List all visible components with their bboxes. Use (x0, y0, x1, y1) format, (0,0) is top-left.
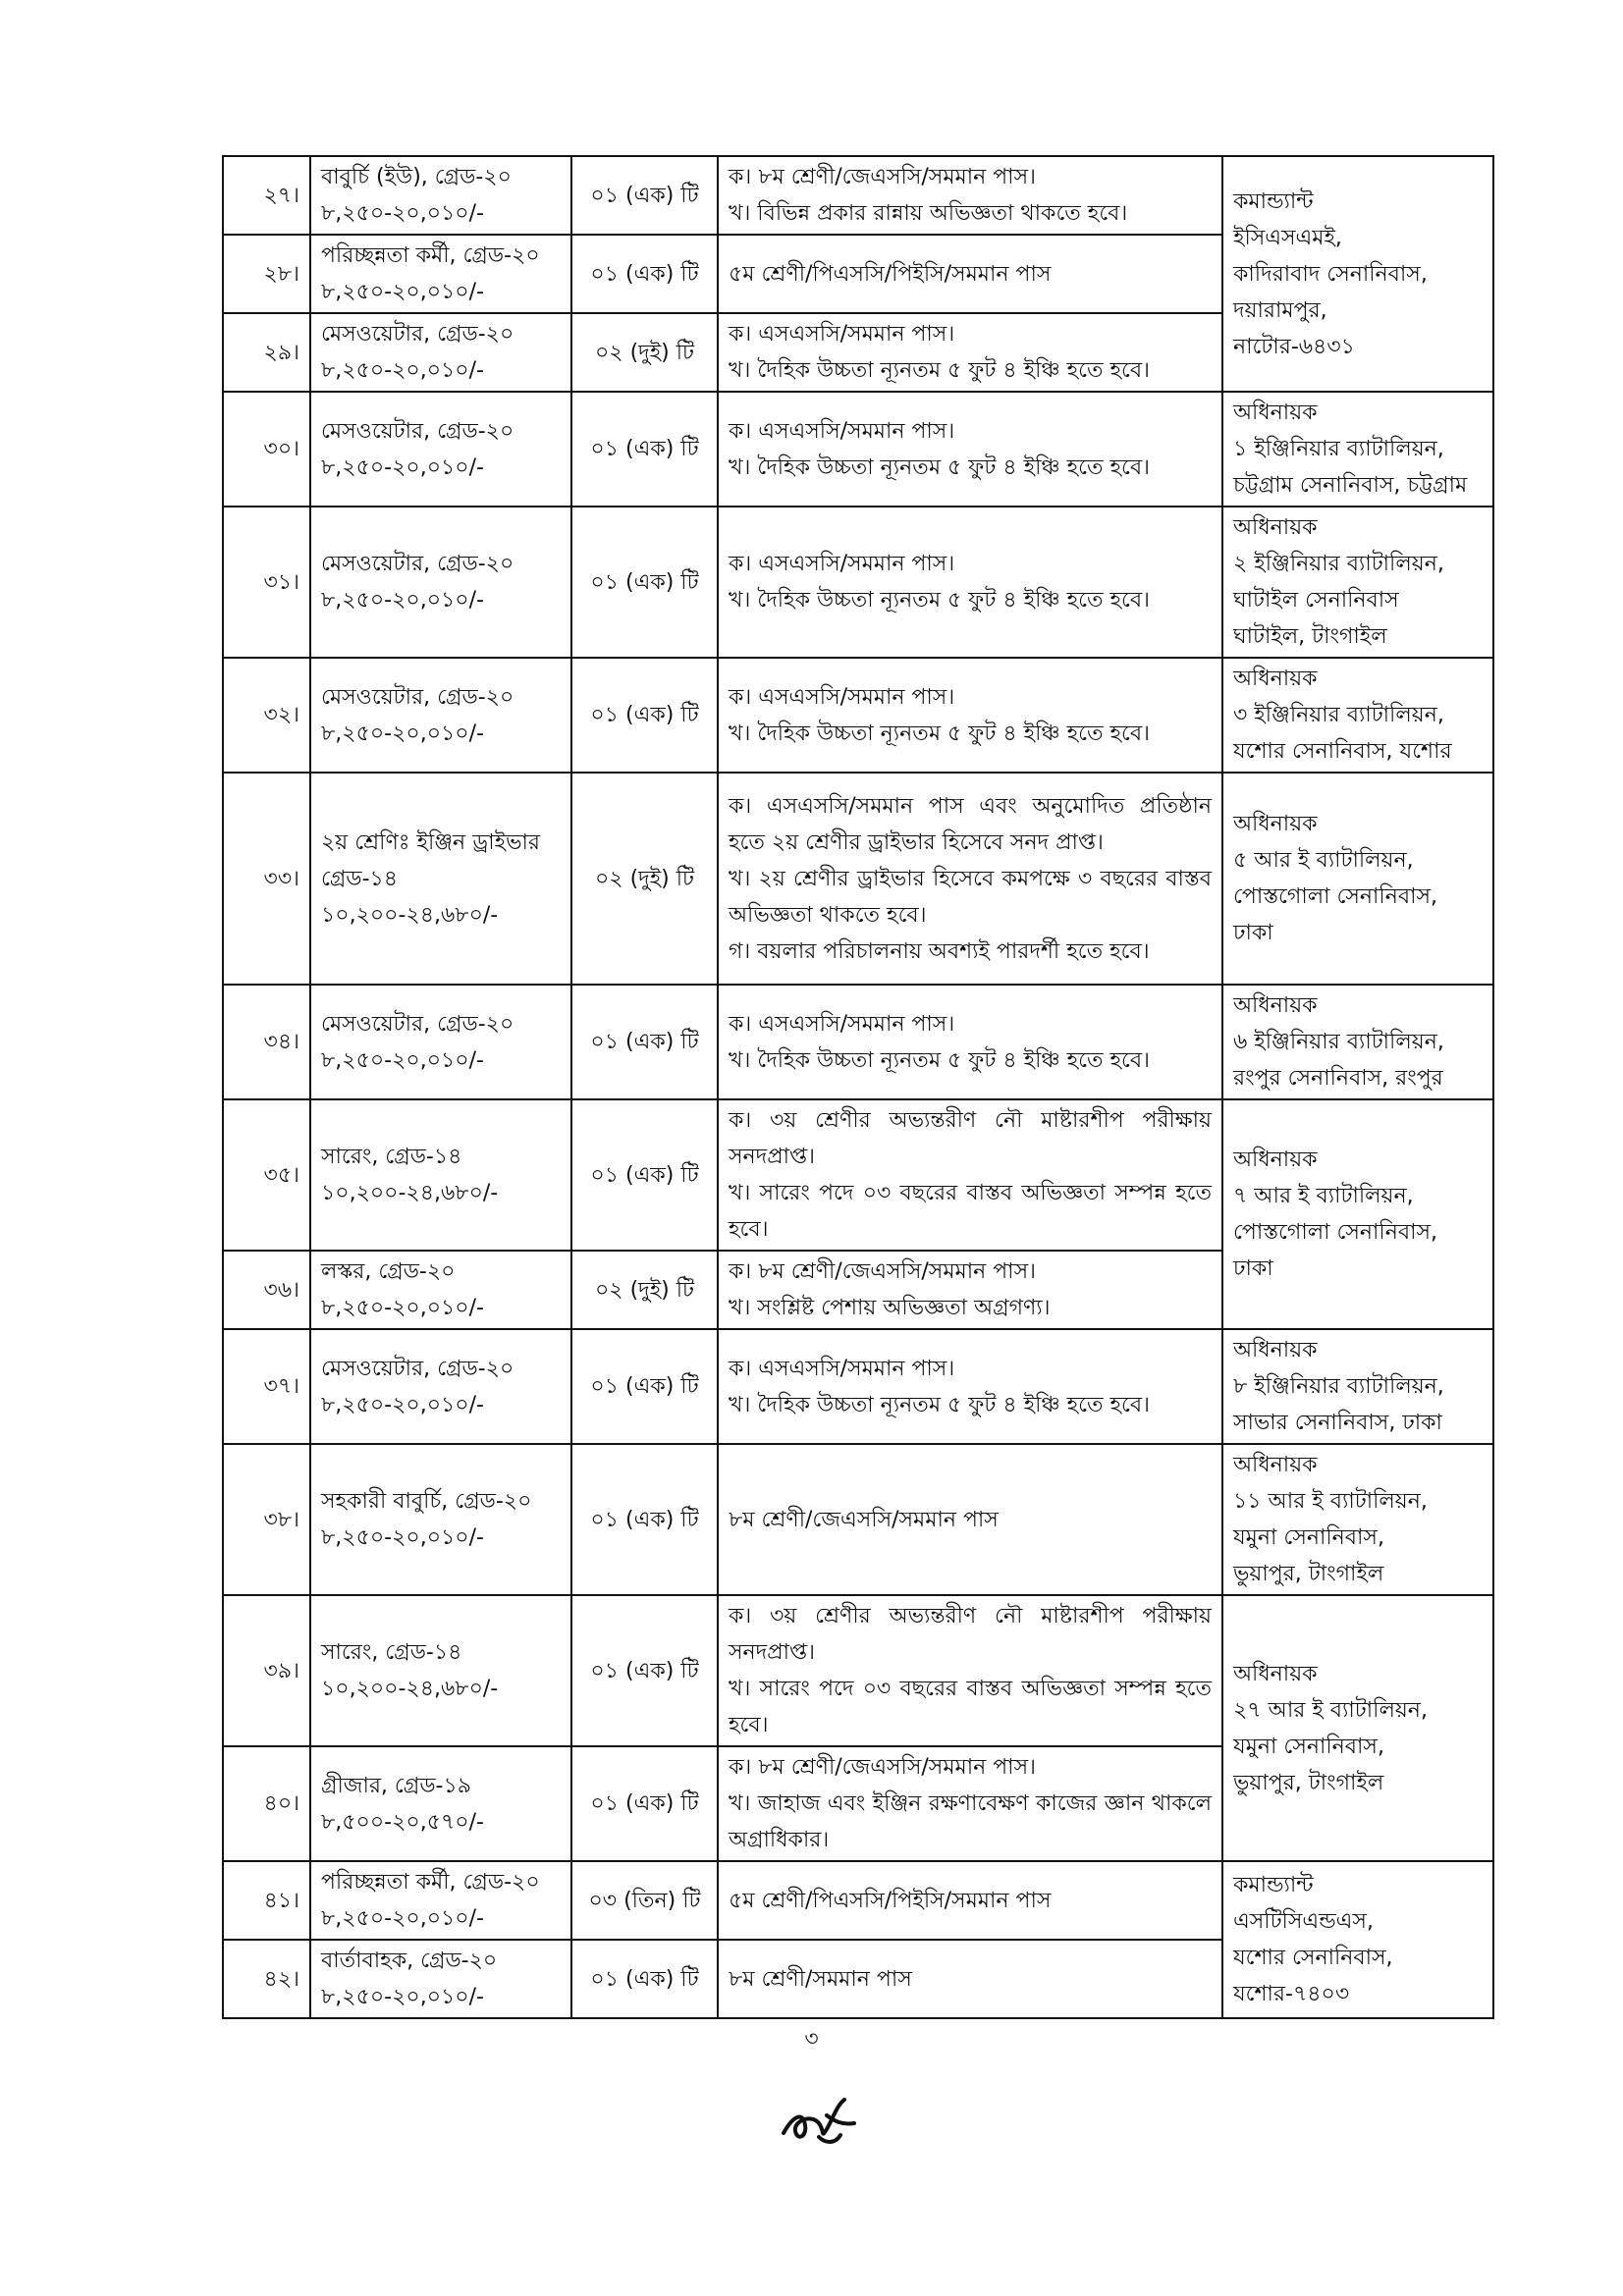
qualification-line: ক। এসএসসি/সমমান পাস। (729, 322, 955, 347)
serial-number: ৩৭। (223, 1329, 310, 1444)
authority-cell (1222, 392, 1493, 507)
post-name-cell (310, 156, 571, 235)
post-count: ০১ (এক) টি (571, 1595, 718, 1746)
authority-line: অধিনায়ক (1233, 1453, 1318, 1477)
table-row (223, 658, 1493, 773)
post-line: মেসওয়েটার, গ্রেড-২০ (321, 322, 514, 347)
post-line: ১০,২০০-২৪,৬৮০/- (321, 1677, 499, 1701)
authority-line: কাদিরাবাদ সেনানিবাস, (1233, 261, 1428, 287)
qualification-line: ক। এসএসসি/সমমান পাস এবং অনুমোদিত প্রতিষ্ঠান হতে ২য় শ্রেণীর ড্রাইভার হিসেবে সনদ প্রাপ্ত। (729, 793, 1212, 855)
page-number: ৩ (804, 2027, 819, 2052)
job-vacancy-table (222, 155, 1494, 2019)
authority-line: ২ ইঞ্জিনিয়ার ব্যাটালিয়ন, (1233, 552, 1444, 576)
authority-line: ৬ ইঞ্জিনিয়ার ব্যাটালিয়ন, (1233, 1030, 1444, 1054)
authority-line: ৭ আর ই ব্যাটালিয়ন, (1233, 1184, 1414, 1208)
post-name-cell (310, 1595, 571, 1746)
post-count: ০১ (এক) টি (571, 156, 718, 235)
post-name-cell (310, 313, 571, 392)
post-name-cell (310, 1444, 571, 1595)
qualification-cell (718, 1595, 1222, 1746)
qualification-line: খ। সারেং পদে ০৩ বছরের বাস্তব অভিজ্ঞতা সম্পন্ন হতে হবে। (729, 1181, 1212, 1242)
post-name-cell (310, 1940, 571, 2018)
authority-cell (1222, 1444, 1493, 1595)
authority-line: ২৭ আর ই ব্যাটালিয়ন, (1233, 1697, 1428, 1723)
post-count: ০২ (দুই) টি (571, 773, 718, 985)
post-count: ০১ (এক) টি (571, 235, 718, 313)
authority-line: ঢাকা (1233, 921, 1273, 945)
post-count: ০১ (এক) টি (571, 507, 718, 658)
post-name-cell (310, 773, 571, 985)
qualification-line: ৮ম শ্রেণী/জেএসসি/সমমান পাস (729, 1507, 999, 1532)
authority-line: অধিনায়ক (1233, 812, 1318, 836)
serial-number: ৩৩। (223, 773, 310, 985)
qualification-cell (718, 1746, 1222, 1861)
post-name-cell (310, 392, 571, 507)
post-count: ০১ (এক) টি (571, 392, 718, 507)
post-line: সারেং, গ্রেড-১৪ (321, 1145, 462, 1169)
qualification-line: ক। ৮ম শ্রেণী/জেএসসি/সমমান পাস। (729, 165, 1036, 189)
authority-line: অধিনায়ক (1233, 1661, 1318, 1686)
qualification-line: গ। বয়লার পরিচালনায় অবশ্যই পারদর্শী হতে হবে। (729, 938, 1150, 964)
authority-line: কমান্ড্যান্ট (1233, 1873, 1314, 1897)
post-line: ৮,২৫০-২০,০১০/- (321, 280, 484, 304)
serial-number: ৩৯। (223, 1595, 310, 1746)
qualification-line: খ। দৈহিক উচ্চতা ন্যূনতম ৫ ফুট ৪ ইঞ্চি হতে হবে। (729, 1047, 1150, 1073)
authority-line: ৫ আর ই ব্যাটালিয়ন, (1233, 848, 1414, 873)
authority-line: ১ ইঞ্জিনিয়ার ব্যাটালিয়ন, (1233, 437, 1444, 461)
post-line: গ্রীজার, গ্রেড-১৯ (321, 1773, 472, 1798)
table-row (223, 1329, 1493, 1444)
post-count: ০১ (এক) টি (571, 1329, 718, 1444)
post-line: ৮,২৫০-২০,০১০/- (321, 1985, 484, 2009)
post-count: ০২ (দুই) টি (571, 313, 718, 392)
authority-cell (1222, 1329, 1493, 1444)
table-row (223, 985, 1493, 1099)
qualification-cell (718, 156, 1222, 235)
post-count: ০১ (এক) টি (571, 1444, 718, 1595)
authority-line: অধিনায়ক (1233, 993, 1318, 1018)
qualification-line: খ। জাহাজ এবং ইঞ্জিন রক্ষণাবেক্ষণ কাজের জ্ঞান থাকলে অগ্রাধিকার। (729, 1791, 1212, 1852)
qualification-line: খ। দৈহিক উচ্চতা ন্যূনতম ৫ ফুট ৪ ইঞ্চি হতে হবে। (729, 454, 1150, 480)
authority-line: রংপুর সেনানিবাস, রংপুর (1233, 1066, 1443, 1091)
qualification-cell (718, 1861, 1222, 1940)
signature-mark (776, 2086, 864, 2155)
post-line: মেসওয়েটার, গ্রেড-২০ (321, 1011, 514, 1037)
authority-line: ১১ আর ই ব্যাটালিয়ন, (1233, 1489, 1428, 1514)
table-row (223, 1861, 1493, 1940)
authority-cell (1222, 985, 1493, 1099)
qualification-line: খ। দৈহিক উচ্চতা ন্যূনতম ৫ ফুট ৪ ইঞ্চি হতে হবে। (729, 1392, 1150, 1417)
table-row (223, 156, 1493, 235)
qualification-line: ক। ৩য় শ্রেণীর অভ্যন্তরীণ নৌ মাষ্টারশীপ পরীক্ষায় সনদপ্রাপ্ত। (729, 1604, 1212, 1665)
post-line: পরিচ্ছন্নতা কর্মী, গ্রেড-২০ (321, 1870, 540, 1895)
qualification-cell (718, 773, 1222, 985)
qualification-line: খ। ২য় শ্রেণীর ড্রাইভার হিসেবে কমপক্ষে ৩ বছরের বাস্তব অভিজ্ঞতা থাকতে হবে। (729, 866, 1212, 928)
authority-line: যমুনা সেনানিবাস, (1233, 1734, 1384, 1759)
serial-number: ৩২। (223, 658, 310, 773)
authority-line: সাভার সেনানিবাস, ঢাকা (1233, 1411, 1442, 1435)
qualification-line: খ। বিভিন্ন প্রকার রান্নায় অভিজ্ঞতা থাকতে হবে। (729, 201, 1128, 226)
post-name-cell (310, 1099, 571, 1251)
qualification-line: ক। ৩য় শ্রেণীর অভ্যন্তরীণ নৌ মাষ্টারশীপ পরীক্ষায় সনদপ্রাপ্ত। (729, 1108, 1212, 1169)
post-line: ১০,২০০-২৪,৬৮০/- (321, 902, 499, 928)
authority-cell (1222, 156, 1493, 392)
post-name-cell (310, 1251, 571, 1329)
authority-cell (1222, 1861, 1493, 2018)
post-name-cell (310, 1861, 571, 1940)
post-name-cell (310, 985, 571, 1099)
post-count: ০১ (এক) টি (571, 1099, 718, 1251)
authority-line: দয়ারামপুর, (1233, 297, 1327, 323)
qualification-line: খ। দৈহিক উচ্চতা ন্যূনতম ৫ ফুট ৪ ইঞ্চি হতে হবে। (729, 588, 1150, 613)
post-line: মেসওয়েটার, গ্রেড-২০ (321, 684, 514, 710)
post-line: পরিচ্ছন্নতা কর্মী, গ্রেড-২০ (321, 243, 540, 268)
serial-number: ২৮। (223, 235, 310, 313)
post-line: ২য় শ্রেণিঃ ইঞ্জিন ড্রাইভার (321, 829, 540, 855)
qualification-line: খ। দৈহিক উচ্চতা ন্যূনতম ৫ ফুট ৪ ইঞ্চি হতে হবে। (729, 358, 1150, 383)
qualification-line: ক। এসএসসি/সমমান পাস। (729, 552, 955, 576)
serial-number: ৪০। (223, 1746, 310, 1861)
post-count: ০২ (দুই) টি (571, 1251, 718, 1329)
authority-line: চট্টগ্রাম সেনানিবাস, চট্টগ্রাম (1233, 473, 1468, 498)
authority-line: কমান্ড্যান্ট (1233, 188, 1314, 214)
post-line: ৮,২৫০-২০,০১০/- (321, 201, 484, 226)
authority-line: অধিনায়ক (1233, 400, 1318, 425)
post-line: ৮,২৫০-২০,০১০/- (321, 1047, 484, 1073)
authority-cell (1222, 507, 1493, 658)
authority-line: ভুয়াপুর, টাংগাইল (1233, 1562, 1384, 1586)
serial-number: ৩৬। (223, 1251, 310, 1329)
table-row (223, 507, 1493, 658)
post-line: ৮,২৫০-২০,০১০/- (321, 1296, 484, 1320)
qualification-line: ক। ৮ম শ্রেণী/জেএসসি/সমমান পাস। (729, 1755, 1036, 1780)
table-row (223, 392, 1493, 507)
qualification-line: খ। সংশ্লিষ্ট পেশায় অভিজ্ঞতা অগ্রগণ্য। (729, 1296, 1051, 1320)
authority-line: অধিনায়ক (1233, 1148, 1318, 1172)
qualification-line: খ। দৈহিক উচ্চতা ন্যূনতম ৫ ফুট ৪ ইঞ্চি হতে হবে। (729, 721, 1150, 746)
post-line: ৮,২৫০-২০,০১০/- (321, 721, 484, 746)
post-line: মেসওয়েটার, গ্রেড-২০ (321, 552, 514, 576)
serial-number: ৩০। (223, 392, 310, 507)
qualification-line: ক। এসএসসি/সমমান পাস। (729, 418, 955, 444)
authority-line: অধিনায়ক (1233, 1338, 1318, 1362)
serial-number: ২৭। (223, 156, 310, 235)
post-line: ৮,২৫০-২০,০১০/- (321, 588, 484, 613)
authority-cell (1222, 1099, 1493, 1329)
qualification-line: ক। এসএসসি/সমমান পাস। (729, 1011, 955, 1037)
authority-line: পোস্তগোলা সেনানিবাস, (1233, 1220, 1438, 1245)
post-line: ৮,২৫০-২০,০১০/- (321, 1906, 484, 1931)
authority-cell (1222, 658, 1493, 773)
post-count: ০৩ (তিন) টি (571, 1861, 718, 1940)
post-line: ৮,২৫০-২০,০১০/- (321, 454, 484, 480)
authority-line: ৮ ইঞ্জিনিয়ার ব্যাটালিয়ন, (1233, 1374, 1444, 1399)
authority-line: পোস্তগোলা সেনানিবাস, (1233, 884, 1438, 909)
authority-line: ইসিএসএমই, (1233, 225, 1342, 250)
authority-line: এসটিসিএন্ডএস, (1233, 1909, 1374, 1934)
post-name-cell (310, 658, 571, 773)
authority-line: অধিনায়ক (1233, 667, 1318, 691)
qualification-cell (718, 1099, 1222, 1251)
authority-cell (1222, 773, 1493, 985)
qualification-line: ক। এসএসসি/সমমান পাস। (729, 1356, 955, 1381)
post-line: ১০,২০০-২৪,৬৮০/- (321, 1181, 499, 1205)
qualification-cell (718, 313, 1222, 392)
post-line: লস্কর, গ্রেড-২০ (321, 1259, 456, 1284)
qualification-cell (718, 985, 1222, 1099)
post-name-cell (310, 1329, 571, 1444)
authority-line: ঢাকা (1233, 1256, 1273, 1281)
table-row (223, 1444, 1493, 1595)
authority-line: ভুয়াপুর, টাংগাইল (1233, 1770, 1384, 1795)
table-row (223, 1099, 1493, 1251)
authority-line: অধিনায়ক (1233, 515, 1318, 540)
authority-line: ঘাটাইল, টাংগাইল (1233, 624, 1387, 649)
post-count: ০১ (এক) টি (571, 1746, 718, 1861)
post-count: ০১ (এক) টি (571, 658, 718, 773)
post-line: সারেং, গ্রেড-১৪ (321, 1640, 462, 1665)
post-line: মেসওয়েটার, গ্রেড-২০ (321, 418, 514, 444)
serial-number: ৩১। (223, 507, 310, 658)
post-line: ৮,২৫০-২০,০১০/- (321, 1525, 484, 1550)
serial-number: ৩৮। (223, 1444, 310, 1595)
post-line: ৮,৫০০-২০,৫৭০/- (321, 1809, 484, 1835)
authority-line: যশোর সেনানিবাস, (1233, 1946, 1393, 1970)
post-count: ০১ (এক) টি (571, 1940, 718, 2018)
qualification-cell (718, 658, 1222, 773)
serial-number: ২৯। (223, 313, 310, 392)
authority-line: যশোর সেনানিবাস, যশোর (1233, 739, 1452, 764)
post-name-cell (310, 235, 571, 313)
qualification-cell (718, 507, 1222, 658)
serial-number: ৩৫। (223, 1099, 310, 1251)
table-row (223, 773, 1493, 985)
qualification-line: খ। সারেং পদে ০৩ বছরের বাস্তব অভিজ্ঞতা সম্পন্ন হতে হবে। (729, 1677, 1212, 1737)
qualification-cell (718, 1251, 1222, 1329)
authority-line: যমুনা সেনানিবাস, (1233, 1525, 1384, 1550)
qualification-line: ক। এসএসসি/সমমান পাস। (729, 684, 955, 710)
authority-line: ৩ ইঞ্জিনিয়ার ব্যাটালিয়ন, (1233, 703, 1444, 727)
qualification-cell (718, 1329, 1222, 1444)
serial-number: ৩৪। (223, 985, 310, 1099)
qualification-cell (718, 1940, 1222, 2018)
qualification-cell (718, 392, 1222, 507)
serial-number: ৪১। (223, 1861, 310, 1940)
authority-line: ঘাটাইল সেনানিবাস (1233, 588, 1399, 613)
table-body (223, 156, 1493, 2018)
post-line: বাবুর্চি (ইউ), গ্রেড-২০ (321, 165, 512, 189)
qualification-line: ক। ৮ম শ্রেণী/জেএসসি/সমমান পাস। (729, 1259, 1036, 1284)
qualification-cell (718, 235, 1222, 313)
post-name-cell (310, 507, 571, 658)
qualification-line: ৫ম শ্রেণী/পিএসসি/পিইসি/সমমান পাস (729, 1888, 1052, 1913)
serial-number: ৪২। (223, 1940, 310, 2018)
table-row (223, 1595, 1493, 1746)
post-name-cell (310, 1746, 571, 1861)
post-count: ০১ (এক) টি (571, 985, 718, 1099)
qualification-line: ৫ম শ্রেণী/পিএসসি/পিইসি/সমমান পাস (729, 261, 1052, 287)
post-line: ৮,২৫০-২০,০১০/- (321, 1392, 484, 1417)
post-line: ৮,২৫০-২০,০১০/- (321, 358, 484, 383)
authority-line: নাটোর-৬৪৩১ (1233, 334, 1355, 359)
post-line: বার্তাবাহক, গ্রেড-২০ (321, 1949, 498, 1973)
qualification-cell (718, 1444, 1222, 1595)
qualification-line: ৮ম শ্রেণী/সমমান পাস (729, 1966, 912, 1992)
authority-cell (1222, 1595, 1493, 1861)
authority-line: যশোর-৭৪০৩ (1233, 1982, 1350, 2006)
post-line: গ্রেড-১৪ (321, 866, 399, 891)
post-line: মেসওয়েটার, গ্রেড-২০ (321, 1356, 514, 1381)
post-line: সহকারী বাবুর্চি, গ্রেড-২০ (321, 1489, 532, 1514)
